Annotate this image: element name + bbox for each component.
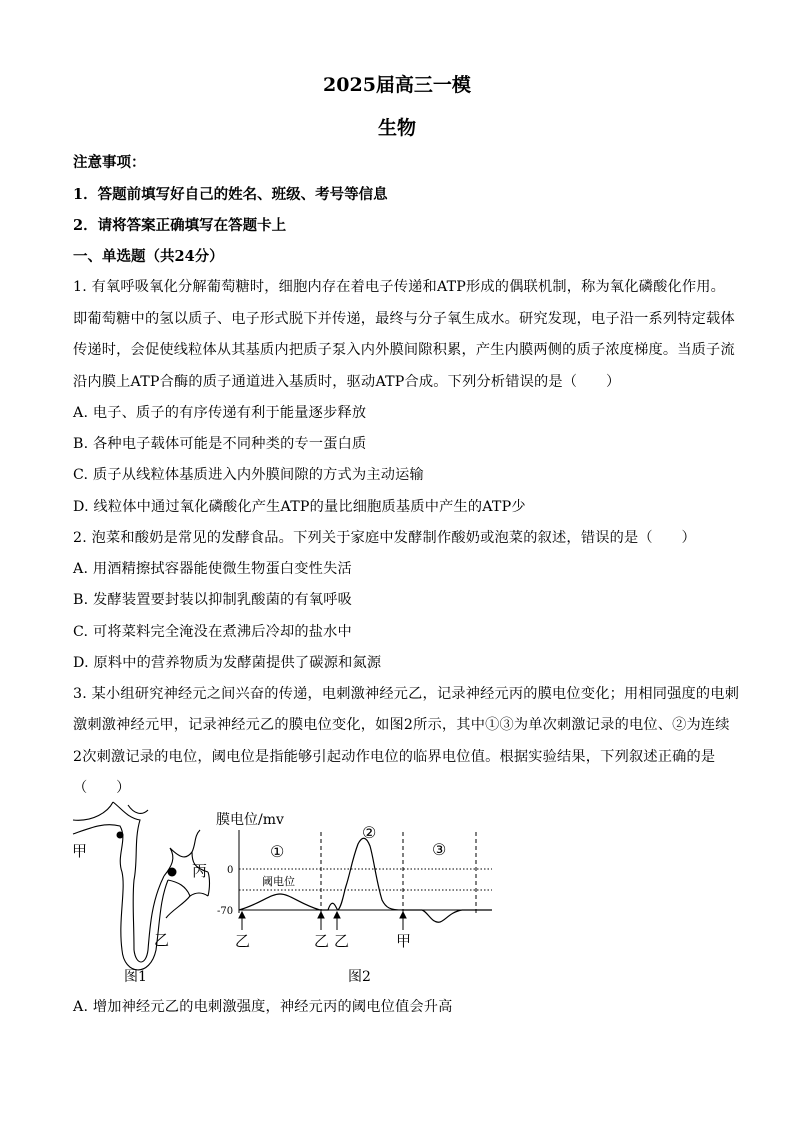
- label-jia: 甲: [72, 842, 88, 860]
- tick-rest: -70: [217, 906, 234, 917]
- label-yi: 乙: [154, 931, 170, 949]
- option-c: C. 可将菜料完全淹没在煮沸后冷却的盐水中: [73, 624, 352, 640]
- option-a: A. 增加神经元乙的电刺激强度，神经元丙的阈电位值会升高: [73, 999, 453, 1015]
- question-line: 传递时，会促使线粒体从其基质内把质子泵入内外膜间隙积累，产生内膜两侧的质子浓度梯度。当质子流: [73, 342, 735, 358]
- threshold-label: 阈电位: [262, 875, 295, 888]
- label-bing: 丙: [192, 862, 208, 880]
- tick-zero: 0: [227, 865, 234, 876]
- option-d: D. 线粒体中通过氧化磷酸化产生ATP的量比细胞质基质中产生的ATP少: [73, 499, 526, 515]
- option-d: D. 原料中的营养物质为发酵菌提供了碳源和氮源: [73, 655, 382, 671]
- segment-label-1: ①: [270, 842, 285, 861]
- segment-label-3: ③: [432, 840, 447, 859]
- question-line: 3. 某小组研究神经元之间兴奋的传递，电刺激神经元乙，记录神经元丙的膜电位变化；用相同强度的电刺: [73, 686, 740, 702]
- stimulus-label: 乙: [235, 932, 251, 950]
- question-line: 1. 有氧呼吸氧化分解葡萄糖时，细胞内存在着电子传递和ATP形成的偶联机制，称为氧化磷酸化作用。: [73, 279, 726, 295]
- figure-1-caption: 图1: [124, 969, 147, 985]
- question-line: 2次刺激记录的电位，阈电位是指能够引起动作电位的临界电位值。根据实验结果，下列叙述正确的是: [73, 749, 716, 765]
- notice-heading: 注意事项：: [73, 154, 146, 171]
- figure-2-caption: 图2: [348, 969, 371, 985]
- stimulus-arrowhead: [239, 912, 245, 918]
- question-line: （ ）: [73, 780, 131, 796]
- subject-title: 生物: [377, 117, 416, 139]
- stimulus-label: 乙: [334, 932, 350, 950]
- section-heading: 一、单选题（共24分）: [73, 248, 224, 265]
- stimulus-label: 乙: [314, 932, 330, 950]
- nucleus-bing: [168, 868, 177, 877]
- option-b: B. 各种电子载体可能是不同种类的专一蛋白质: [73, 436, 367, 452]
- question-line: 激刺激神经元甲，记录神经元乙的膜电位变化，如图2所示，其中①③为单次刺激记录的电位、②为连续: [73, 717, 730, 733]
- stimulus-arrowhead: [318, 912, 324, 918]
- question-line: 即葡萄糖中的氢以质子、电子形式脱下并传递，最终与分子氧生成水。研究发现，电子沿一系列特定载体: [73, 311, 735, 327]
- figure-1-neuron-diagram: [68, 800, 218, 990]
- y-axis-label: 膜电位/mv: [216, 812, 284, 828]
- segment-label-2: ②: [362, 823, 377, 842]
- stimulus-label: 甲: [396, 932, 412, 950]
- notice-item-1: 1．答题前填写好自己的姓名、班级、考号等信息: [73, 186, 388, 203]
- option-a: A. 用酒精擦拭容器能使微生物蛋白变性失活: [73, 561, 352, 577]
- question-line: 沿内膜上ATP合酶的质子通道进入基质时，驱动ATP合成。下列分析错误的是（ ）: [73, 374, 621, 390]
- figure-2-potential-graph: [210, 800, 500, 990]
- exam-title: 2025届高三一模: [323, 74, 471, 96]
- option-a: A. 电子、质子的有序传递有利于能量逐步释放: [73, 405, 367, 421]
- option-c: C. 质子从线粒体基质进入内外膜间隙的方式为主动运输: [73, 467, 424, 483]
- stimulus-arrowhead: [334, 912, 340, 918]
- option-b: B. 发酵装置要封装以抑制乳酸菌的有氧呼吸: [73, 592, 353, 608]
- question-line: 2. 泡菜和酸奶是常见的发酵食品。下列关于家庭中发酵制作酸奶或泡菜的叙述，错误的是（ ）: [73, 530, 696, 546]
- nucleus-jia: [117, 832, 124, 839]
- notice-item-2: 2．请将答案正确填写在答题卡上: [73, 217, 287, 234]
- stimulus-arrowhead: [400, 912, 406, 918]
